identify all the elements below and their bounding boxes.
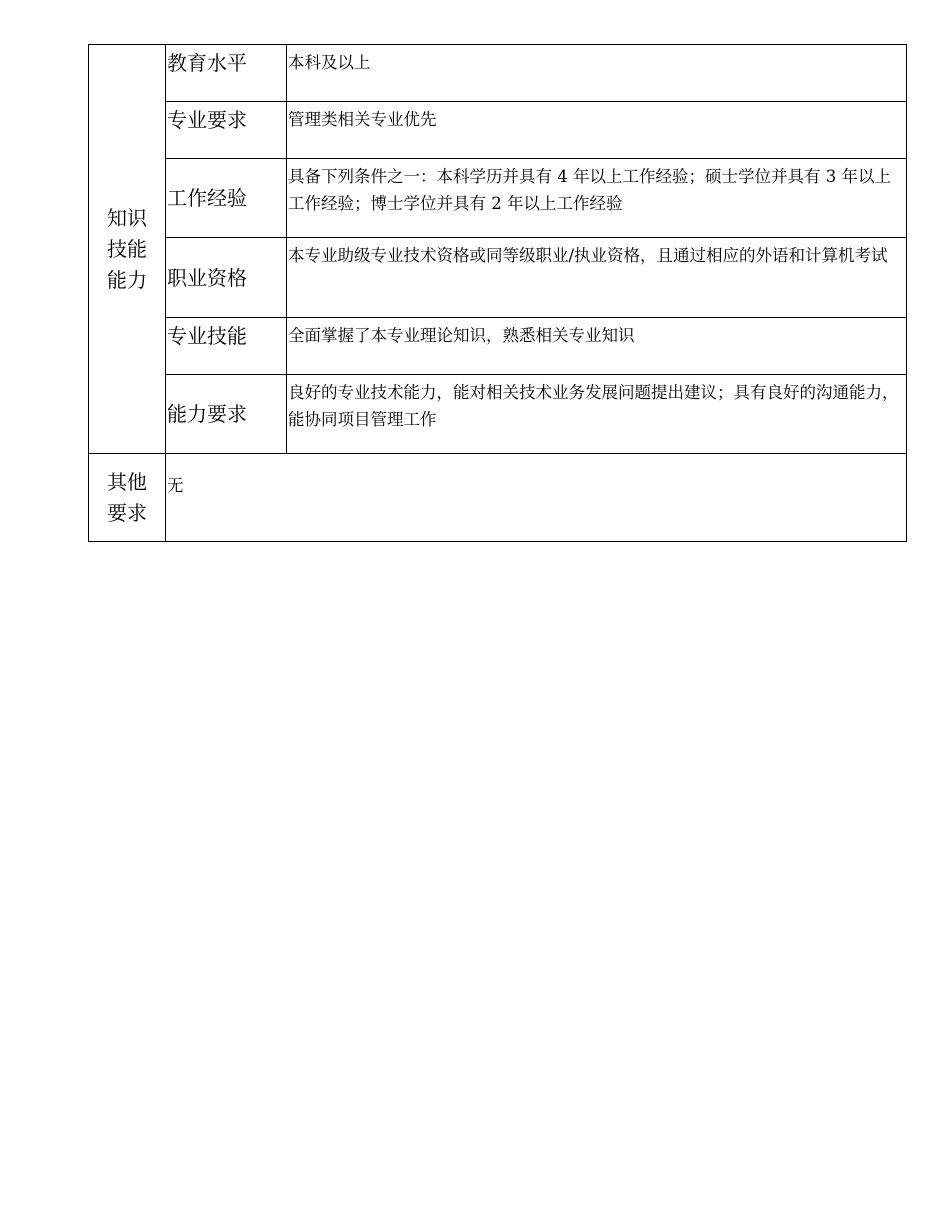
table-row (89, 318, 907, 375)
table-row (89, 45, 907, 102)
other-requirements-value: 无 (166, 454, 907, 542)
row-value-ability: 良好的专业技术能力，能对相关技术业务发展问题提出建议；具有良好的沟通能力，能协同项目管理工作 (287, 375, 907, 454)
row-label-skills: 专业技能 (166, 318, 287, 375)
section-title: 其他要求 (107, 469, 147, 525)
table-row (89, 454, 907, 542)
row-label-major: 专业要求 (166, 102, 287, 159)
row-value-experience: 具备下列条件之一：本科学历并具有 4 年以上工作经验；硕士学位并具有 3 年以上工作经验；博士学位并具有 2 年以上工作经验 (287, 159, 907, 238)
row-value-major: 管理类相关专业优先 (287, 102, 907, 159)
section-title: 知识技能能力 (107, 205, 147, 292)
requirements-table (88, 44, 907, 542)
table-row (89, 159, 907, 238)
row-value-skills: 全面掌握了本专业理论知识，熟悉相关专业知识 (287, 318, 907, 375)
row-label-qualification: 职业资格 (166, 238, 287, 318)
row-value-education: 本科及以上 (287, 45, 907, 102)
table-row (89, 375, 907, 454)
row-label-experience: 工作经验 (166, 159, 287, 238)
row-label-education: 教育水平 (166, 45, 287, 102)
section-knowledge-skills (89, 45, 166, 454)
table-row (89, 102, 907, 159)
section-other-requirements (89, 454, 166, 542)
table-row (89, 238, 907, 318)
row-label-ability: 能力要求 (166, 375, 287, 454)
row-value-qualification: 本专业助级专业技术资格或同等级职业/执业资格，且通过相应的外语和计算机考试 (287, 238, 907, 318)
